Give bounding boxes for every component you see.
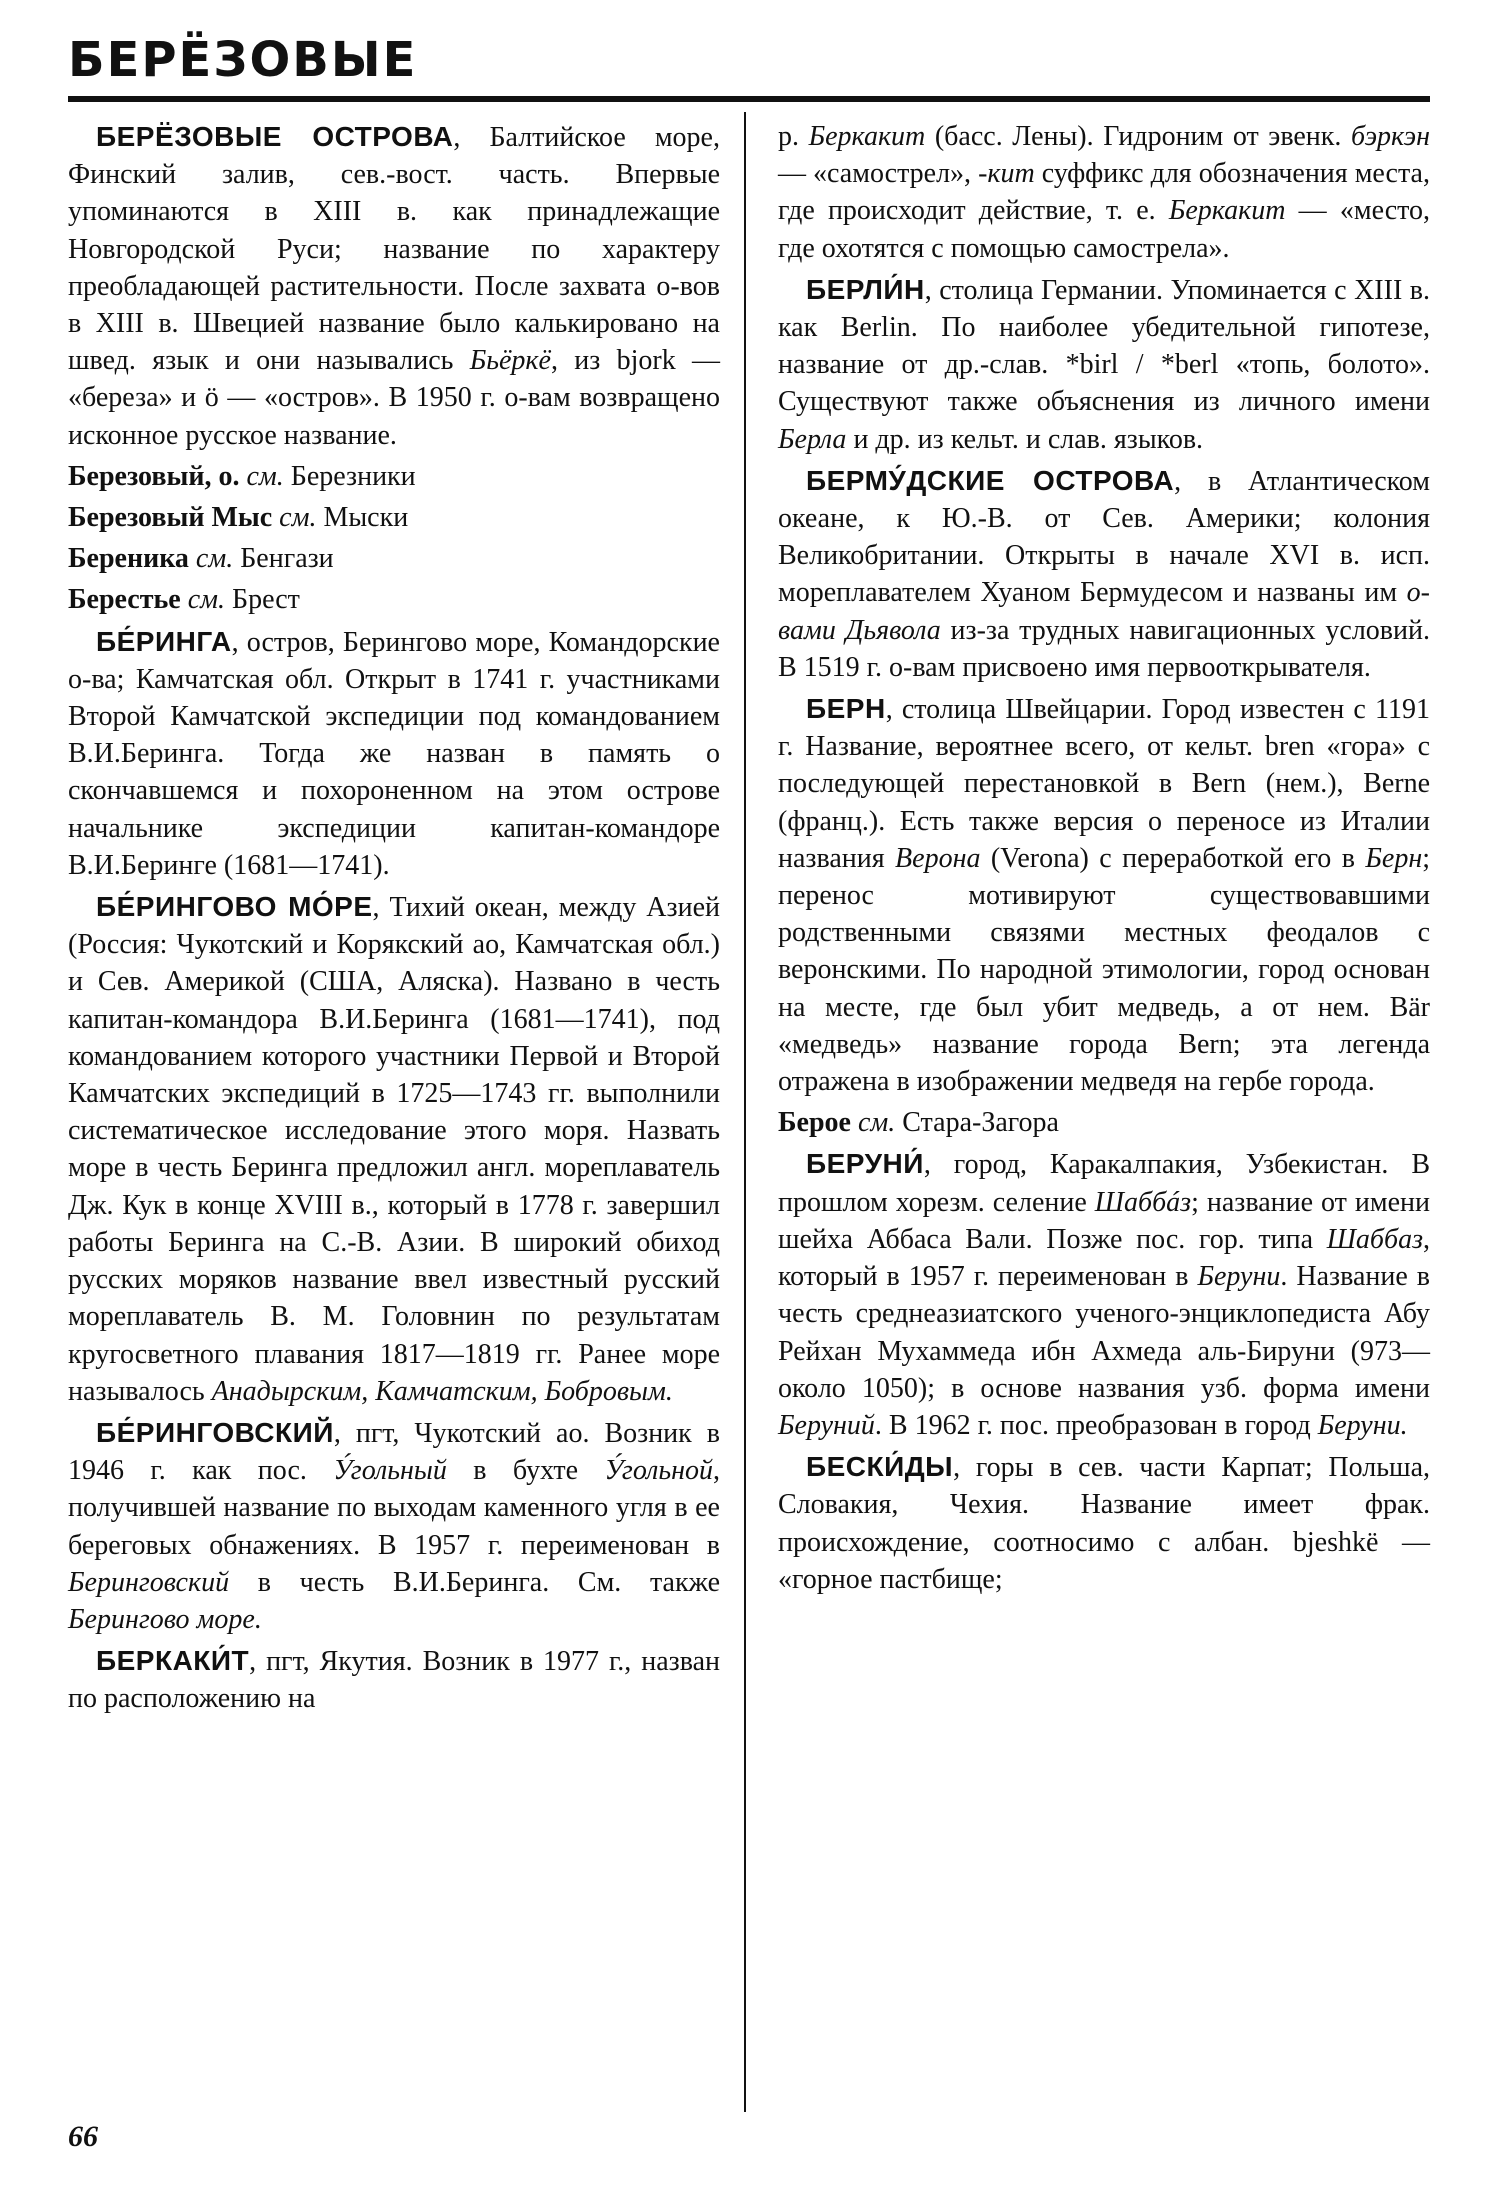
cross-ref-berezovyi-o: Березовый, о. см. Березники — [68, 460, 416, 492]
cross-ref-berezovyi-mys: Березовый Мыс см. Мыски — [68, 502, 409, 534]
page-number: 66 — [68, 2120, 98, 2153]
headword: БЕ́РИНГОВО МО́РЕ — [96, 891, 373, 923]
headword: БЕРН — [806, 693, 886, 725]
cross-ref-beroe: Бероe см. Стара-Загора — [778, 1107, 1059, 1139]
headword: БЕРУНИ́ — [806, 1148, 924, 1180]
headword: БЕРМУ́ДСКИЕ ОСТРОВА — [806, 464, 1175, 496]
left-column — [68, 118, 720, 1722]
column-divider — [744, 112, 746, 2112]
headword: БЕРЛИ́Н — [806, 273, 925, 305]
entry-berkakit: БЕРКАКИ́Т, пгт, Якутия. Возник в 1977 г., назван по расположению на — [68, 1645, 720, 1715]
entry-bermudskie-ostrova: БЕРМУ́ДСКИЕ ОСТРОВА, в Атлантическом океане, к Ю.-В. от Сев. Америки; колония Великобритании. Открыты в начале XVI в. исп. мореплавателем Хуаном Бермудесом и названы им о-вами Дьявола из-за трудных навигационных условий. В 1519 г. о-вам присвоено имя первооткрывателя. — [778, 464, 1430, 683]
entry-beskidy: БЕСКИ́ДЫ, горы в сев. части Карпат; Польша, Словакия, Чехия. Название имеет фрак. происхождение, соотносимо с албан. bjeshkë — «горное пастбище; — [778, 1451, 1430, 1595]
cross-ref-berestie: Берестье см. Брест — [68, 584, 300, 616]
running-head: БЕРЁЗОВЫЕ — [68, 32, 418, 88]
entry-continuation: р. Беркакит (басс. Лены). Гидроним от эвенк. бэркэн — «самострел», -кит суффикс для обозначения места, где происходит действие, т. е. Беркакит — «место, где охотятся с помощью самострела». — [778, 121, 1431, 264]
header-rule — [68, 96, 1430, 102]
entry-beruni: БЕРУНИ́, город, Каракалпакия, Узбекистан. В прошлом хорезм. селение Шаббáз; название от имени шейха Аббаса Вали. Позже пос. гор. типа Шаббаз, который в 1957 г. переименован в Беруни. Название в честь среднеазиатского ученого-энциклопедиста Абу Рейхан Мухаммеда ибн Ахмеда аль-Бируни (973—около 1050); в основе названия узб. форма имени Беруний. В 1962 г. пос. преобразован в город Беруни. — [778, 1148, 1430, 1441]
entry-bern: БЕРН, столица Швейцарии. Город известен с 1191 г. Название, вероятнее всего, от кельт. bren «гора» с последующей перестановкой в Bern (нем.), Berne (франц.). Есть также версия о переносе из Италии названия Верона (Verona) с переработкой его в Берн; перенос мотивируют существовавшими родственными связями местных феодалов с веронскими. По народной этимологии, город основан на месте, где был убит медведь, а от нем. Bär «медведь» название города Bern; эта легенда отражена в изображении медведя на гербе города. — [778, 693, 1430, 1098]
entry-beringovskii: БЕ́РИНГОВСКИЙ, пгт, Чукотский ао. Возник в 1946 г. как пос. У́гольный в бухте У́гольной, получившей название по выходам каменного угля в ее береговых обнажениях. В 1957 г. переименован в Беринговский в честь В.И.Беринга. См. также Берингово море. — [68, 1416, 720, 1635]
cross-ref-berenika: Береника см. Бенгази — [68, 543, 334, 575]
headword: БЕ́РИНГА — [96, 625, 232, 657]
entry-beringovo-more: БЕ́РИНГОВО МО́РЕ, Тихий океан, между Азией (Россия: Чукотский и Корякский ао, Камчатская обл.) и Сев. Америкой (США, Аляска). Названо в честь капитан-командора В.И.Беринга (1681—1741), под командованием которого участники Первой и Второй Камчатских экспедиций в 1725—1743 гг. выполнили систематическое исследование этого моря. Назвать море в честь Беринга предложил англ. мореплаватель Дж. Кук в конце XVIII в., который в 1778 г. завершил работы Беринга на С.-В. Азии. В широкий обиход русских моряков название ввел известный русский мореплаватель В. М. Головнин по результатам кругосветного плавания 1817—1819 гг. Ранее море называлось Анадырским, Камчатским, Бобровым. — [68, 891, 720, 1407]
headword: БЕСКИ́ДЫ — [806, 1451, 954, 1483]
right-column — [778, 118, 1430, 1602]
headword: БЕРЁЗОВЫЕ ОСТРОВА — [96, 121, 454, 152]
entry-berlin: БЕРЛИ́Н, столица Германии. Упоминается с XIII в. как Berlin. По наиболее убедительной гипотезе, название от др.-слав. *birl / *berl «топь, болото». Существуют также объяснения из личного имени Берла и др. из кельт. и слав. языков. — [778, 273, 1430, 455]
headword: БЕ́РИНГОВСКИЙ — [96, 1416, 334, 1448]
entry-beringa: БЕ́РИНГА, остров, Берингово море, Командорские о-ва; Камчатская обл. Открыт в 1741 г. участниками Второй Камчатской экспедиции под командованием В.И.Беринга. Тогда же назван в память о скончавшемся и похороненном на этом острове начальнике экспедиции капитан-командоре В.И.Беринге (1681—1741). — [68, 625, 720, 881]
entry-berezovye-ostrova: БЕРЁЗОВЫЕ ОСТРОВА, Балтийское море, Финский залив, сев.-вост. часть. Впервые упоминаются в XIII в. как принадлежащие Новгородской Руси; название по характеру преобладающей растительности. После захвата о-вов в XIII в. Швецией название было калькировано на швед. язык и они назывались Бьёркё, из bjork — «береза» и ö — «остров». В 1950 г. о-вам возвращено исконное русское название. — [68, 121, 720, 451]
headword: БЕРКАКИ́Т — [96, 1645, 250, 1677]
